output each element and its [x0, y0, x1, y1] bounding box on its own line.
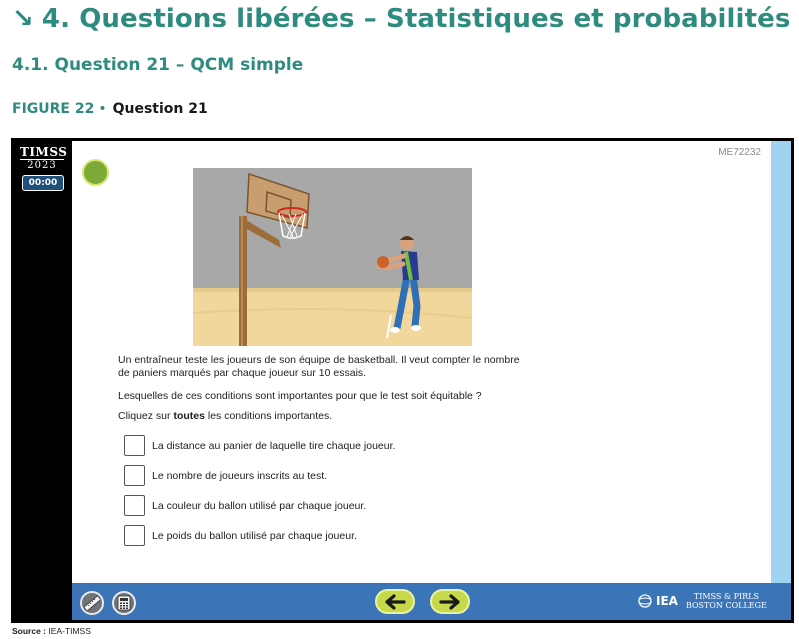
answer-option-1[interactable] — [124, 435, 395, 456]
heading-arrow: ↘ — [12, 4, 34, 34]
basketball-illustration — [193, 168, 472, 346]
globe-icon — [638, 594, 652, 608]
timss-pirls-branding — [686, 592, 767, 610]
source-label: Source : — [12, 626, 47, 636]
calculator-icon — [117, 595, 131, 611]
left-sidebar — [14, 141, 72, 620]
section-heading — [12, 4, 790, 34]
question-prompt: Lesquelles de ces conditions sont importantes pour que le test soit équitable ? — [118, 390, 482, 402]
right-sidebar — [771, 141, 791, 583]
answer-option-4[interactable] — [124, 525, 357, 546]
subsection-heading: 4.1. Question 21 – QCM simple — [12, 55, 304, 75]
iea-label: IEA — [656, 594, 678, 608]
bottom-toolbar — [72, 583, 791, 620]
answer-option-label: La distance au panier de laquelle tire chaque joueur. — [152, 439, 396, 452]
source-note — [12, 626, 91, 636]
source-value: IEA-TIMSS — [48, 626, 91, 636]
answer-option-label: La couleur du ballon utilisé par chaque joueur. — [152, 499, 367, 512]
status-indicator — [82, 159, 109, 186]
checkbox[interactable] — [124, 495, 145, 516]
arrow-right-icon — [437, 594, 463, 610]
figure-title: Question 21 — [112, 101, 208, 117]
logo-year: 2023 — [20, 159, 64, 171]
answer-option-label: Le poids du ballon utilisé par chaque joueur. — [152, 529, 357, 542]
back-button[interactable] — [375, 589, 415, 614]
instruction-text-before: Cliquez sur — [118, 410, 174, 422]
next-button[interactable] — [430, 589, 470, 614]
item-content — [72, 141, 771, 583]
logo-title: TIMSS — [20, 145, 68, 159]
section-heading-text: 4. Questions libérées – Statistiques et probabilités — [41, 4, 791, 34]
timer: 00:00 — [22, 175, 64, 191]
question-stem-line-1: Un entraîneur teste les joueurs de son équipe de basketball. Il veut compter le nombre — [118, 354, 520, 366]
answer-option-2[interactable] — [124, 465, 327, 486]
answer-option-3[interactable] — [124, 495, 366, 516]
question-stem-line-2: de paniers marqués par chaque joueur sur 10 essais. — [118, 367, 367, 379]
assessment-frame — [11, 138, 794, 623]
calculator-button[interactable] — [112, 591, 136, 615]
iea-branding — [638, 592, 767, 610]
figure-caption — [12, 101, 208, 117]
instruction-emphasis: toutes — [173, 410, 205, 422]
brand-line-2: BOSTON COLLEGE — [685, 601, 767, 610]
question-instruction — [118, 410, 332, 423]
instruction-text-after: les conditions importantes. — [204, 410, 333, 422]
item-id: ME72232 — [718, 147, 761, 158]
figure-bullet: • — [98, 101, 107, 117]
ruler-icon — [84, 595, 100, 611]
checkbox[interactable] — [124, 435, 145, 456]
arrow-left-icon — [382, 594, 408, 610]
checkbox[interactable] — [124, 525, 145, 546]
timss-logo — [20, 145, 68, 171]
checkbox[interactable] — [124, 465, 145, 486]
brand-line-1: TIMSS & PIRLS — [693, 592, 759, 601]
ruler-button[interactable] — [80, 591, 104, 615]
question-stem — [118, 354, 520, 380]
figure-label: FIGURE 22 — [12, 101, 95, 117]
answer-option-label: Le nombre de joueurs inscrits au test. — [152, 469, 328, 482]
